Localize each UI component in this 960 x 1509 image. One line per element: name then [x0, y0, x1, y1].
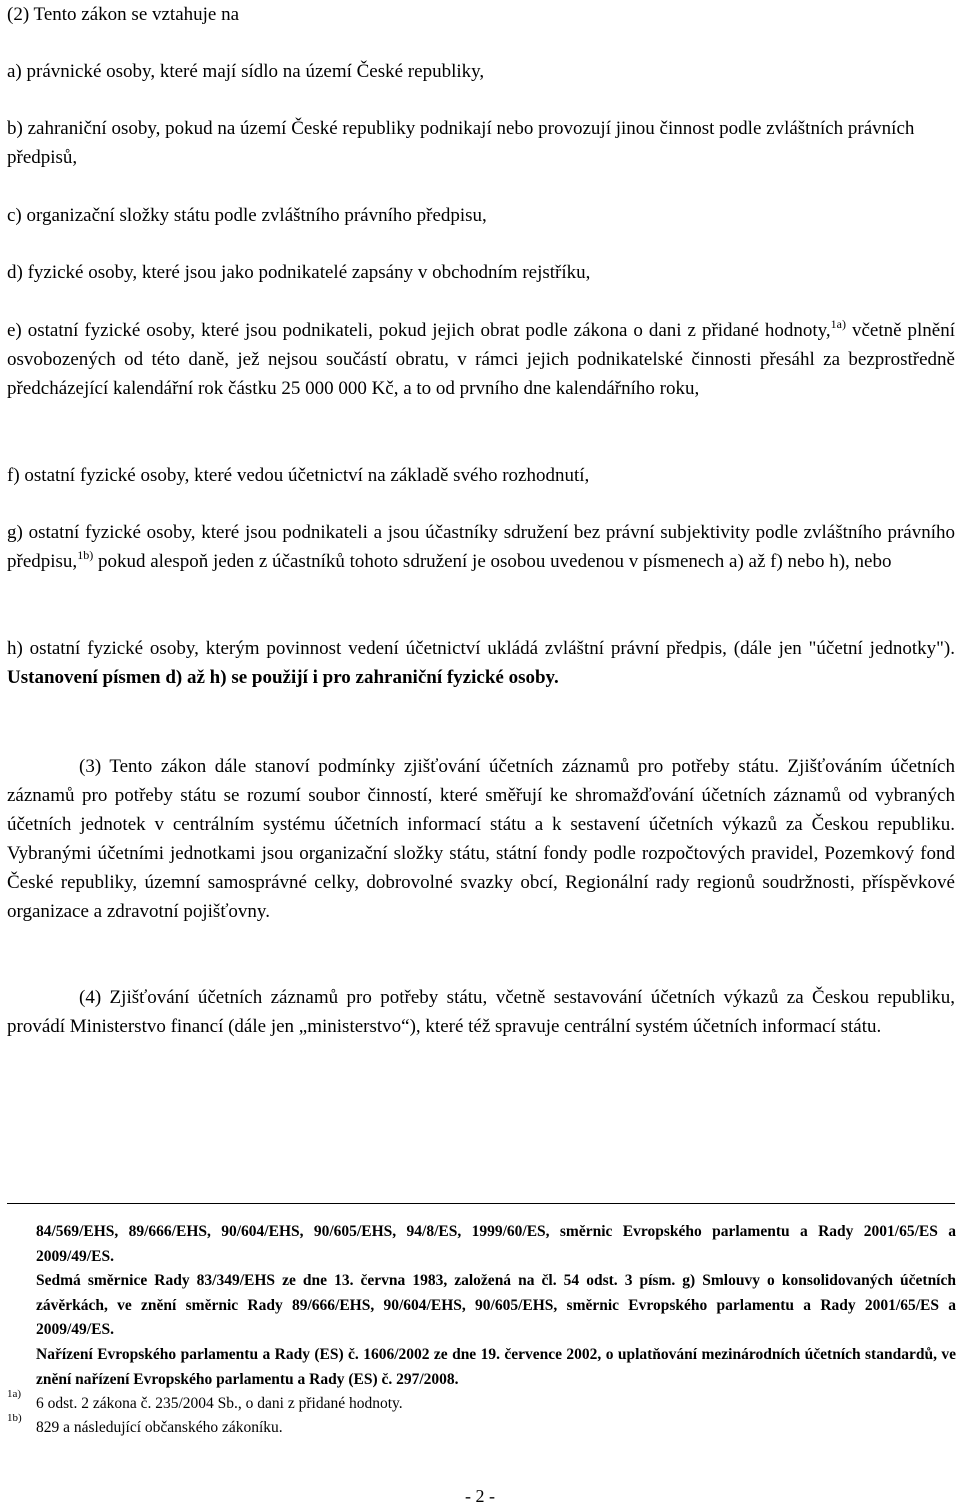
footnote-mark-1b: 1b) — [7, 1412, 22, 1424]
item-d: d) fyzické osoby, které jsou jako podnikatelé zapsány v obchodním rejstříku, — [7, 262, 591, 283]
footnote-separator — [7, 1203, 955, 1204]
footnote-2: Sedmá směrnice Rady 83/349/EHS ze dne 13. června 1983, založená na čl. 54 odst. 3 písm. g) Smlouvy o konsolidovaných účetních závěrkách, ve znění směrnic Rady 89/666/EHS, 90/604/EHS, 90/605/EHS, směrnic Evropského parlamentu a Rady 2001/65/ES a 2009/49/ES. — [36, 1272, 956, 1338]
paragraph-4: (4) Zjišťování účetních záznamů pro potřeby státu, včetně sestavování účetních výkazů za Českou republiku, provádí Ministerstvo financí (dále jen „ministerstvo“), které též spravuje centrální systém účetních informací státu. — [7, 987, 955, 1037]
item-e-text: e) ostatní fyzické osoby, které jsou podnikateli, pokud jejich obrat podle zákona o dani z přidané hodnoty, — [7, 320, 831, 341]
footnote-ref-1b: 1b) — [77, 548, 94, 562]
item-g-text-cont: pokud alespoň jeden z účastníků tohoto sdružení je osobou uvedenou v písmenech a) až f) nebo h), nebo — [93, 551, 892, 572]
footnote-3: Nařízení Evropského parlamentu a Rady (ES) č. 1606/2002 ze dne 19. července 2002, o uplatňování mezinárodních účetních standardů, ve znění nařízení Evropského parlamentu a Rady (ES) č. 297/2008. — [36, 1346, 956, 1388]
item-e-text-cont: včetně plnění osvobozených od této daně, jež nejsou součástí obratu, v rámci jejich podnikatelské činnosti přesáhl za bezprostředně předcházející kalendářní rok částku 25 000 000 Kč, a to od prvního dne kalendářního roku, — [7, 320, 955, 399]
footnote-mark-1a: 1a) — [7, 1388, 22, 1400]
paragraph-3: (3) Tento zákon dále stanoví podmínky zjišťování účetních záznamů pro potřeby státu. Zjišťováním účetních záznamů pro potřeby státu se rozumí soubor činností, které směřují ke shromažďování účetních záznamů od vybraných účetních jednotek v centrálním systému účetních informací státu a k sestavení účetních výkazů za Českou republiku. Vybranými účetními jednotkami jsou organizační složky státu, státní fondy podle rozpočtových pravidel, Pozemkový fond České republiky, územní samosprávné celky, dobrovolné svazky obcí, Regionální rady regionů soudržnosti, příspěvkové organizace a zdravotní pojišťovny. — [7, 756, 955, 922]
page-number: - 2 - — [465, 1486, 495, 1506]
item-h-text: h) ostatní fyzické osoby, kterým povinnost vedení účetnictví ukládá zvláštní právní předpis, (dále jen "účetní jednotky"). — [7, 638, 955, 659]
item-f: f) ostatní fyzické osoby, které vedou účetnictví na základě svého rozhodnutí, — [7, 465, 590, 486]
footnote-1b: 829 a následující občanského zákoníku. — [36, 1419, 283, 1436]
footnote-1a: 6 odst. 2 zákona č. 235/2004 Sb., o dani z přidané hodnoty. — [36, 1395, 403, 1412]
item-e — [7, 316, 955, 403]
item-a: a) právnické osoby, které mají sídlo na území České republiky, — [7, 61, 485, 82]
item-c: c) organizační složky státu podle zvláštního právního předpisu, — [7, 205, 487, 226]
footnote-1: 84/569/EHS, 89/666/EHS, 90/604/EHS, 90/605/EHS, 94/8/ES, 1999/60/ES, směrnic Evropského parlamentu a Rady 2001/65/ES a 2009/49/ES. — [36, 1223, 956, 1265]
item-g — [7, 518, 955, 576]
footnote-ref-1a: 1a) — [830, 317, 846, 331]
item-h — [7, 634, 955, 692]
item-g-text: g) ostatní fyzické osoby, které jsou podnikateli a jsou účastníky sdružení bez právní subjektivity podle zvláštního právního předpisu, — [7, 522, 955, 572]
item-h-bold-text: Ustanovení písmen d) až h) se použijí i pro zahraniční fyzické osoby. — [7, 667, 559, 688]
paragraph-2-intro: (2) Tento zákon se vztahuje na — [7, 4, 240, 25]
item-b: b) zahraniční osoby, pokud na území České republiky podnikají nebo provozují jinou činnost podle zvláštních právních předpisů, — [7, 118, 915, 168]
